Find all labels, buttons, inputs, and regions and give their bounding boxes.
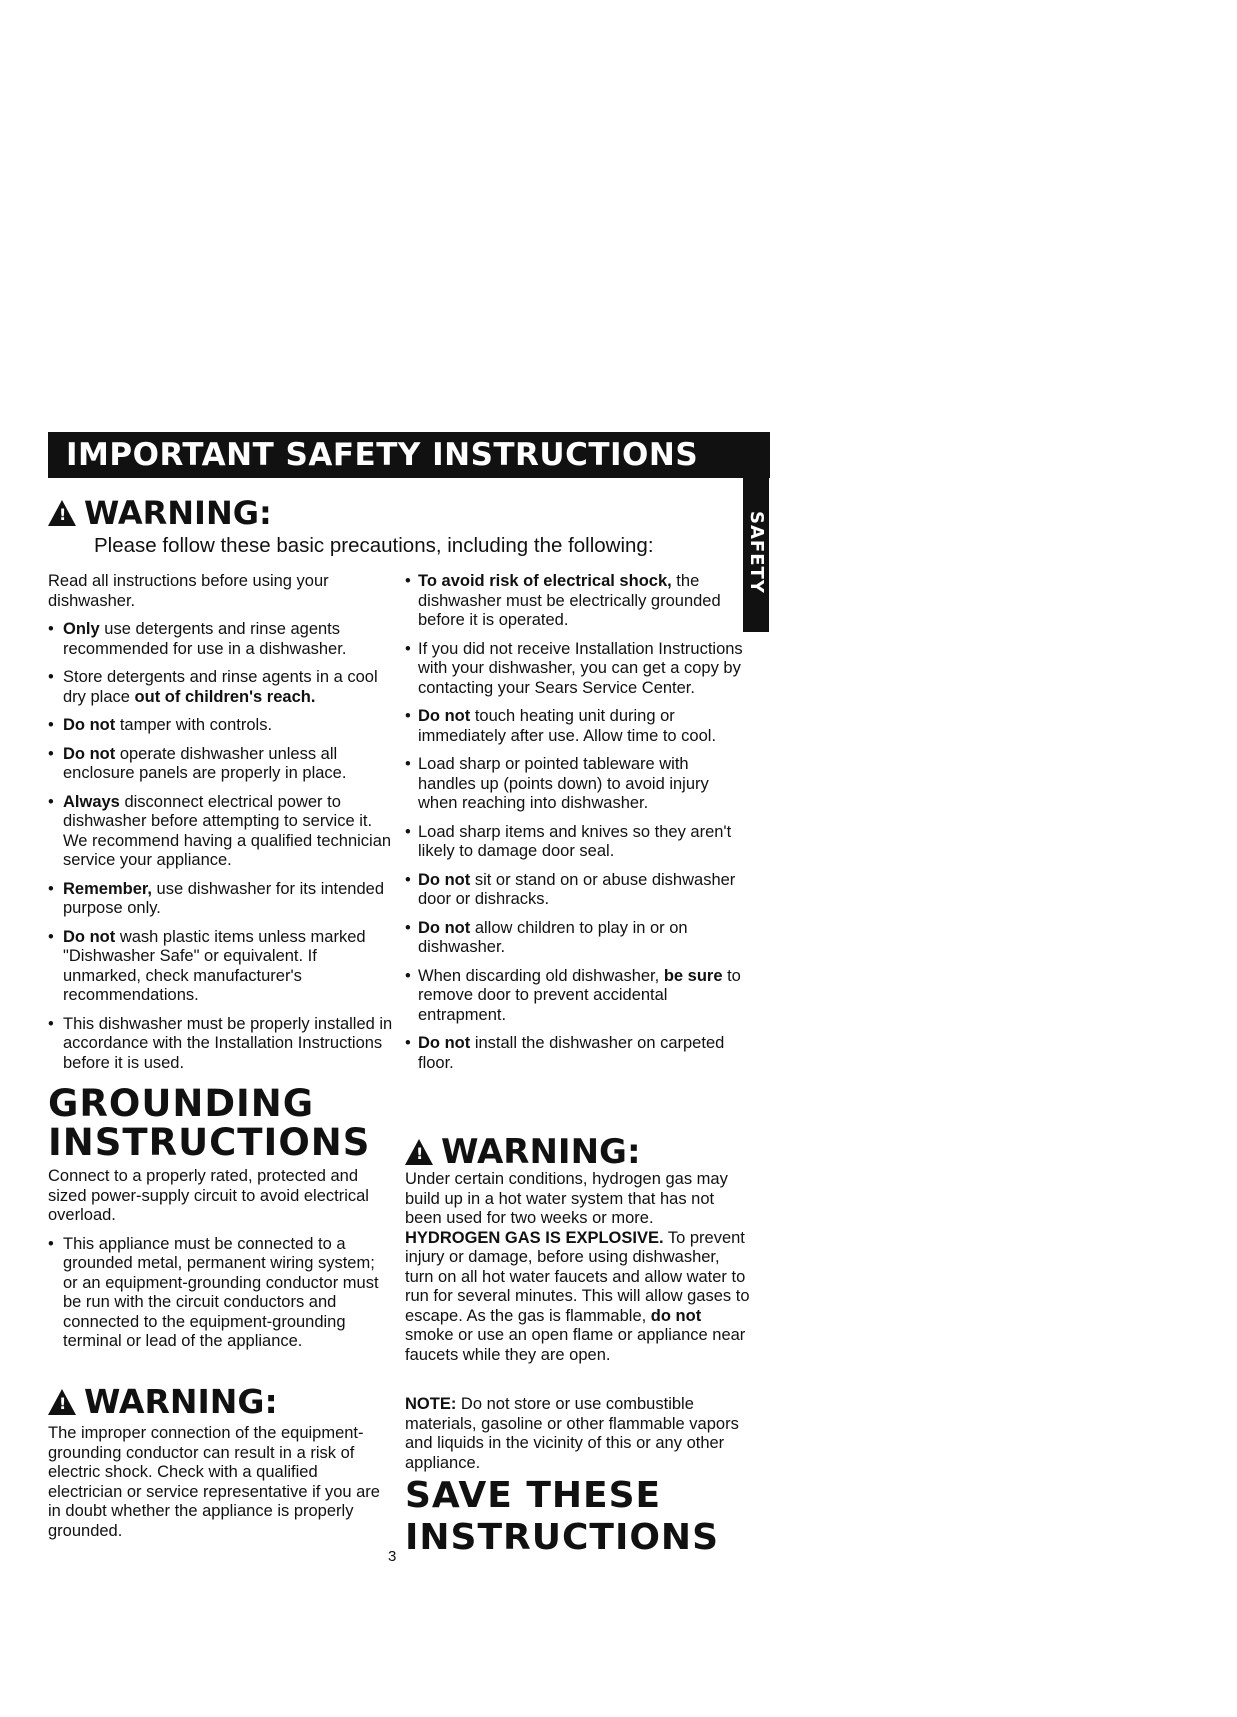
warning-title: WARNING: <box>84 494 272 532</box>
save-line1: SAVE THESE <box>405 1475 662 1516</box>
list-item: • Do not wash plastic items unless marked "Dishwasher Safe" or equivalent. If unmarked, check manufacturer's recommendations. <box>48 928 393 1006</box>
list-item: • Do not operate dishwasher unless all enclosure panels are properly in place. <box>48 745 393 784</box>
hydrogen-warning-text: Under certain conditions, hydrogen gas may build up in a hot water system that has not been used for two weeks or more. HYDROGEN GAS IS EXPLOSIVE. To prevent injury or damage, before using dishwasher, turn on all hot water faucets and allow water to run for several minutes. This will allow gases to escape. As the gas is flammable, do not smoke or use an open flame or appliance near faucets while they are open. <box>405 1170 750 1364</box>
warning-heading-main <box>48 494 272 532</box>
list-item: Connect to a properly rated, protected and sized power-supply circuit to avoid electrical overload. <box>48 1167 369 1224</box>
save-line2: INSTRUCTIONS <box>405 1517 719 1558</box>
grounding-list <box>48 1167 393 1361</box>
title-banner: IMPORTANT SAFETY INSTRUCTIONS <box>48 432 770 478</box>
list-item: • Do not install the dishwasher on carpeted floor. <box>405 1034 745 1073</box>
list-item: • To avoid risk of electrical shock, the dishwasher must be electrically grounded before it is operated. <box>405 572 745 631</box>
list-item: • This appliance must be connected to a grounded metal, permanent wiring system; or an equipment-grounding conductor must be run with the circuit conductors and connected to the equipment-grounding terminal or lead of the appliance. <box>48 1235 393 1352</box>
page-number: 3 <box>388 1548 397 1565</box>
list-item: • Do not tamper with controls. <box>48 716 393 736</box>
list-item: • Only use detergents and rinse agents recommended for use in a dishwasher. <box>48 620 393 659</box>
warning-heading-hydrogen <box>405 1132 641 1172</box>
warning-intro: Please follow these basic precautions, including the following: <box>94 534 654 557</box>
warning-triangle-icon <box>405 1139 433 1165</box>
list-item: • This dishwasher must be properly installed in accordance with the Installation Instructions before it is used. <box>48 1015 393 1074</box>
list-item: • Do not sit or stand on or abuse dishwasher door or dishracks. <box>405 871 745 910</box>
right-precautions-list <box>405 572 745 1082</box>
list-item: • Store detergents and rinse agents in a cool dry place out of children's reach. <box>48 668 393 707</box>
left-precautions-list <box>48 572 393 1082</box>
warning-title: WARNING: <box>441 1132 641 1172</box>
list-item: • Remember, use dishwasher for its intended purpose only. <box>48 880 393 919</box>
list-item: • Load sharp items and knives so they aren't likely to damage door seal. <box>405 823 745 862</box>
list-item: • When discarding old dishwasher, be sure to remove door to prevent accidental entrapment. <box>405 967 745 1026</box>
grounding-heading <box>48 1082 371 1164</box>
save-instructions-heading <box>405 1475 719 1559</box>
list-item: • Do not allow children to play in or on dishwasher. <box>405 919 745 958</box>
warning-triangle-icon <box>48 500 76 526</box>
warning-heading-grounding <box>48 1382 278 1421</box>
grounding-warning-text: The improper connection of the equipment-grounding conductor can result in a risk of electric shock. Check with a qualified electrician or service representative if you are in doubt whether the appliance is properly grounded. <box>48 1424 380 1540</box>
list-item: • Load sharp or pointed tableware with handles up (points down) to avoid injury when reaching into dishwasher. <box>405 755 745 814</box>
grounding-title-line2: INSTRUCTIONS <box>48 1120 371 1164</box>
list-item: • If you did not receive Installation Instructions with your dishwasher, you can get a copy by contacting your Sears Service Center. <box>405 640 745 699</box>
list-item: Read all instructions before using your dishwasher. <box>48 572 329 610</box>
section-tab-safety: SAFETY <box>743 472 769 632</box>
warning-title: WARNING: <box>84 1382 278 1421</box>
note-text: NOTE: Do not store or use combustible materials, gasoline or other flammable vapors and liquids in the vicinity of this or any other appliance. <box>405 1395 739 1472</box>
warning-triangle-icon <box>48 1389 76 1415</box>
grounding-title-line1: GROUNDING <box>48 1082 315 1125</box>
list-item: • Do not touch heating unit during or immediately after use. Allow time to cool. <box>405 707 745 746</box>
list-item: • Always disconnect electrical power to dishwasher before attempting to service it. We recommend having a qualified technician service your appliance. <box>48 793 393 871</box>
